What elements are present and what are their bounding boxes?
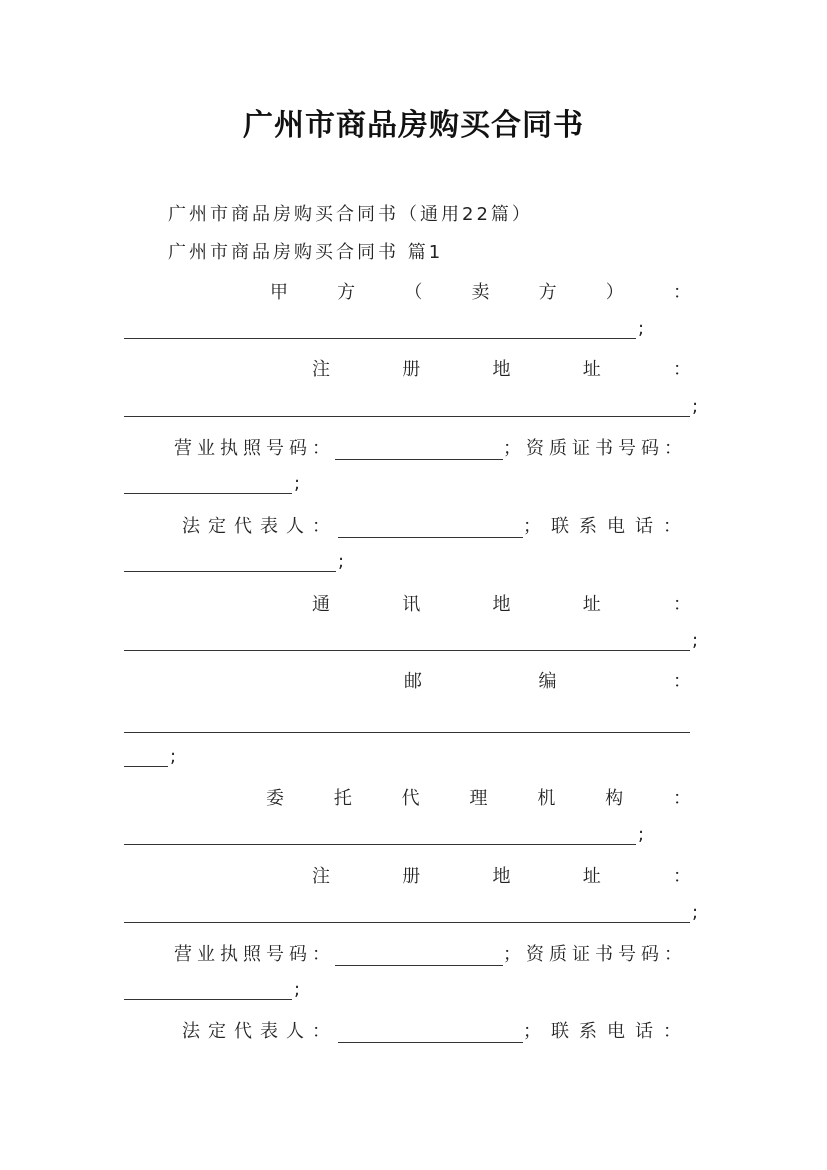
agent-license-row — [174, 940, 691, 966]
party-a-postcode-field-continued[interactable] — [124, 746, 168, 767]
agent-heading-char: ： — [672, 788, 691, 809]
label-char: 地 — [492, 866, 511, 887]
party-a-phone-line — [124, 551, 344, 572]
party-a-license-field[interactable] — [335, 439, 503, 460]
label-char: 址 — [582, 594, 601, 615]
semicolon: ; — [170, 746, 177, 767]
phone-label: ；联系电话： — [523, 516, 691, 537]
agent-reg-address-line — [124, 902, 698, 923]
party-a-reg-address-field[interactable] — [124, 396, 690, 417]
party-a-qualification-line — [124, 473, 300, 494]
agent-name-field[interactable] — [124, 824, 636, 845]
party-a-postcode-field[interactable] — [124, 712, 690, 733]
party-a-legal-rep-row — [182, 512, 691, 538]
agent-license-field[interactable] — [335, 945, 503, 966]
agent-heading-char: 托 — [333, 788, 352, 809]
party-a-heading-char: （ — [404, 282, 423, 303]
document-title: 广州市商品房购买合同书 — [243, 108, 584, 143]
agent-heading-char: 代 — [401, 788, 420, 809]
label-char: 册 — [402, 866, 421, 887]
label-char: ： — [673, 359, 691, 380]
agent-heading-char: 构 — [605, 788, 624, 809]
label-char: 讯 — [402, 594, 421, 615]
agent-legal-rep-field[interactable] — [338, 1022, 523, 1043]
legal-rep-label: 法定代表人： — [182, 516, 338, 537]
agent-legal-rep-row — [182, 1017, 691, 1043]
agent-reg-address-label — [312, 862, 691, 888]
label-char: 地 — [492, 359, 511, 380]
license-label: 营业执照号码： — [174, 944, 335, 965]
license-label: 营业执照号码： — [174, 438, 335, 459]
label-char: 册 — [402, 359, 421, 380]
semicolon: ; — [638, 318, 645, 339]
party-a-comm-address-line — [124, 630, 698, 651]
legal-rep-label: 法定代表人： — [182, 1021, 338, 1042]
agent-qualification-line — [124, 979, 300, 1000]
semicolon: ; — [294, 473, 301, 494]
agent-name-line — [124, 824, 644, 845]
label-char: 注 — [312, 866, 330, 887]
party-a-name-line — [124, 318, 644, 339]
party-a-heading-char: 甲 — [270, 282, 288, 303]
party-a-comm-address-label — [312, 590, 691, 616]
label-char: ： — [673, 594, 691, 615]
label-char: 通 — [312, 594, 330, 615]
party-a-postcode-label — [404, 667, 691, 693]
party-a-comm-address-field[interactable] — [124, 630, 690, 651]
semicolon: ; — [338, 551, 345, 572]
party-a-heading-char: 方 — [337, 282, 356, 303]
party-a-heading — [270, 278, 691, 304]
semicolon: ; — [294, 979, 301, 1000]
party-a-postcode-line-2 — [124, 746, 176, 767]
agent-heading-char: 机 — [537, 788, 556, 809]
qualification-label: ；资质证书号码： — [503, 438, 687, 459]
label-char: 地 — [492, 594, 511, 615]
label-char: 邮 — [404, 671, 422, 692]
party-a-heading-char: ： — [672, 282, 691, 303]
label-char: 编 — [538, 671, 557, 692]
label-char: 注 — [312, 359, 330, 380]
agent-reg-address-field[interactable] — [124, 902, 690, 923]
party-a-name-field[interactable] — [124, 318, 636, 339]
qualification-label: ；资质证书号码： — [503, 944, 687, 965]
party-a-reg-address-label — [312, 355, 691, 381]
section-heading: 广州市商品房购买合同书 篇1 — [168, 242, 444, 263]
semicolon: ; — [692, 396, 699, 417]
agent-heading-char: 理 — [469, 788, 488, 809]
party-a-legal-rep-field[interactable] — [338, 517, 523, 538]
label-char: ： — [673, 866, 691, 887]
party-a-heading-char: 卖 — [471, 282, 490, 303]
agent-qualification-field[interactable] — [124, 979, 292, 1000]
label-char: 址 — [582, 359, 601, 380]
phone-label: ；联系电话： — [523, 1021, 691, 1042]
document-subtitle: 广州市商品房购买合同书（通用22篇） — [168, 204, 533, 225]
agent-heading-char: 委 — [266, 788, 284, 809]
party-a-postcode-line-1 — [124, 712, 690, 733]
party-a-heading-char: ） — [605, 282, 624, 303]
semicolon: ; — [692, 630, 699, 651]
party-a-qualification-field[interactable] — [124, 473, 292, 494]
semicolon: ; — [692, 902, 699, 923]
party-a-phone-field[interactable] — [124, 551, 336, 572]
label-char: ： — [673, 671, 691, 692]
party-a-reg-address-line — [124, 396, 698, 417]
semicolon: ; — [638, 824, 645, 845]
agent-heading — [266, 784, 691, 810]
party-a-license-row — [174, 434, 691, 460]
party-a-heading-char: 方 — [538, 282, 557, 303]
label-char: 址 — [582, 866, 601, 887]
